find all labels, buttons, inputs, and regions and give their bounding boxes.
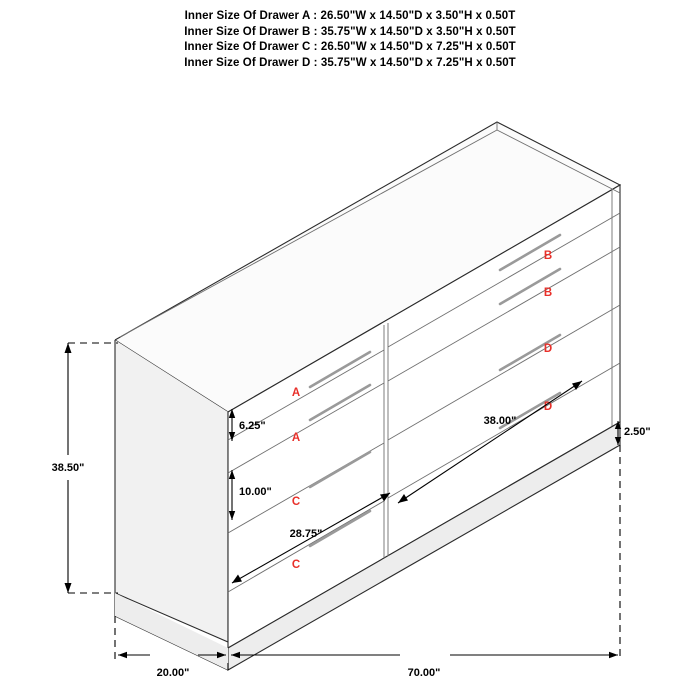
dim-label-front-width-angled: 28.75"	[289, 528, 323, 540]
drawer-label-d-2: D	[543, 401, 553, 413]
drawer-label-a-2: A	[291, 432, 301, 444]
cabinet-body	[115, 122, 620, 670]
spec-line-drawer-d: Inner Size Of Drawer D : 35.75"W x 14.50"D x 7.25"H x 0.50T	[184, 56, 516, 69]
dim-label-overall-width: 70.00"	[407, 667, 441, 679]
dim-label-drawer-a-height: 6.25"	[239, 420, 266, 432]
dim-overall-height	[52, 343, 118, 593]
drawer-label-c-2: C	[291, 559, 301, 571]
arrow-70-right	[609, 652, 618, 658]
drawer-label-b-2: B	[543, 287, 553, 299]
dim-label-base-height: 2.50"	[624, 426, 651, 438]
arrow-height-bottom	[65, 583, 72, 593]
arrow-20-left	[118, 652, 127, 658]
drawer-label-b-1: B	[543, 250, 553, 262]
dim-label-depth-footprint: 20.00"	[156, 667, 190, 679]
dim-label-top-depth: 38.00"	[483, 415, 517, 427]
drawer-label-a-1: A	[291, 387, 301, 399]
spec-line-drawer-c: Inner Size Of Drawer C : 26.50"W x 14.50"D x 7.25"H x 0.50T	[184, 41, 516, 53]
drawer-label-c-1: C	[291, 496, 301, 508]
spec-line-drawer-a: Inner Size Of Drawer A : 26.50"W x 14.50"D x 3.50"H x 0.50T	[184, 10, 516, 22]
drawer-label-d-1: D	[543, 343, 553, 355]
dim-label-overall-height: 38.50"	[51, 462, 85, 474]
arrow-height-top	[65, 343, 72, 353]
spec-line-drawer-b: Inner Size Of Drawer B : 35.75"W x 14.50"D x 3.50"H x 0.50T	[184, 25, 516, 38]
dim-label-drawer-c-height: 10.00"	[239, 486, 272, 498]
